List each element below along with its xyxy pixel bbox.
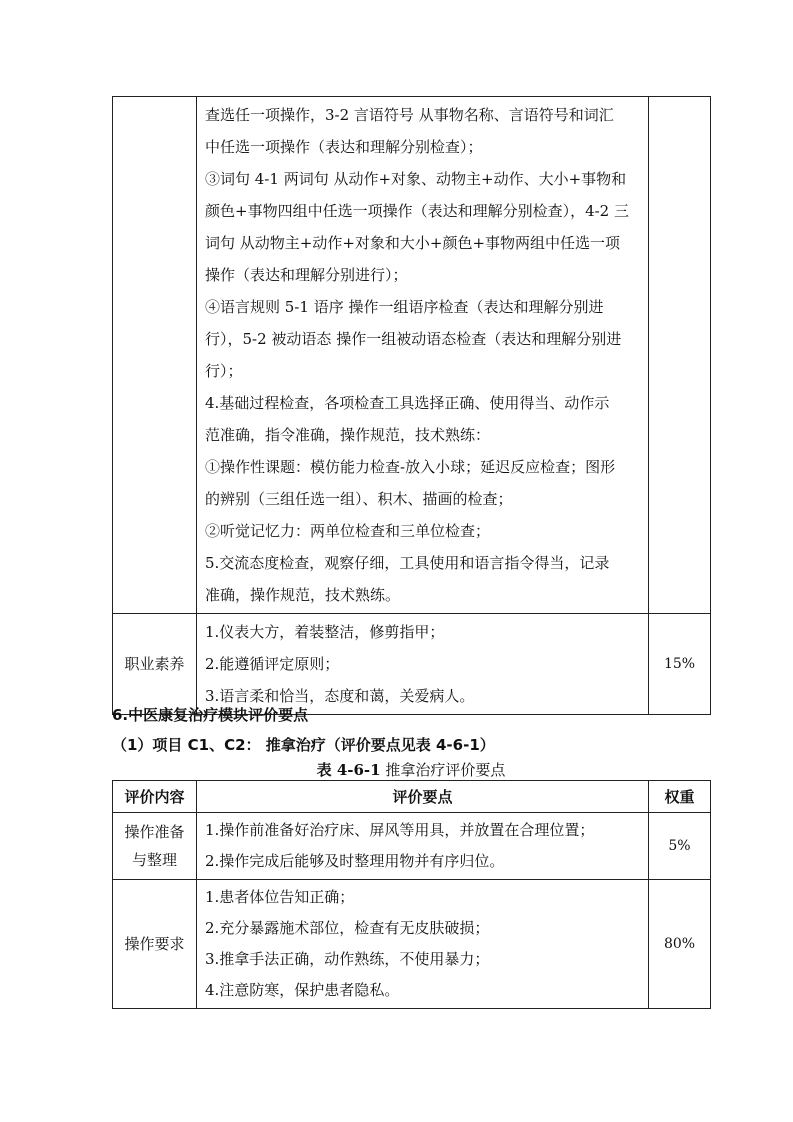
weight-cell bbox=[649, 97, 711, 614]
criteria-line: 准确，操作规范，技术熟练。 bbox=[205, 586, 401, 604]
category-cell bbox=[113, 97, 197, 614]
massage-evaluation-table bbox=[112, 780, 711, 1009]
category-cell bbox=[113, 880, 197, 1009]
criteria-line: 2.能遵循评定原则； bbox=[205, 655, 340, 673]
category-line: 与整理 bbox=[131, 851, 177, 869]
criteria-line: 颜色+事物四组中任选一项操作（表达和理解分别检查），4-2 三 bbox=[205, 202, 629, 220]
header-category: 评价内容 bbox=[113, 781, 197, 813]
table-row bbox=[113, 880, 711, 1009]
table-caption-label: 表 4-6-1 bbox=[316, 761, 381, 779]
criteria-line: 中任选一项操作（表达和理解分别检查）； bbox=[205, 138, 483, 156]
criteria-line: ①操作性课题：模仿能力检查-放入小球；延迟反应检查；图形 bbox=[205, 458, 616, 476]
category-line: 操作要求 bbox=[124, 935, 185, 953]
criteria-line: 操作（表达和理解分别进行）； bbox=[205, 266, 408, 284]
criteria-line: 5.交流态度检查，观察仔细，工具使用和语言指令得当，记录 bbox=[205, 554, 610, 572]
criteria-line: 4.基础过程检查，各项检查工具选择正确、使用得当、动作示 bbox=[205, 394, 610, 412]
category-cell bbox=[113, 813, 197, 880]
criteria-line: 1.患者体位告知正确； bbox=[205, 888, 355, 906]
criteria-line: 词句 从动物主+动作+对象和大小+颜色+事物两组中任选一项 bbox=[205, 234, 621, 252]
table-row bbox=[113, 614, 711, 715]
criteria-cell bbox=[197, 97, 649, 614]
section-title: 6.中医康复治疗模块评价要点 bbox=[112, 706, 309, 724]
criteria-line: ②听觉记忆力：两单位检查和三单位检查； bbox=[205, 522, 491, 540]
criteria-line: 行）； bbox=[205, 362, 243, 380]
table-header-row bbox=[113, 781, 711, 813]
header-criteria: 评价要点 bbox=[197, 781, 649, 813]
criteria-line: 查选任一项操作，3-2 言语符号 从事物名称、言语符号和词汇 bbox=[205, 106, 614, 124]
criteria-cell bbox=[197, 614, 649, 715]
criteria-line: 4.注意防寒，保护患者隐私。 bbox=[205, 981, 400, 999]
header-weight: 权重 bbox=[649, 781, 711, 813]
table-caption bbox=[112, 759, 710, 781]
criteria-cell bbox=[197, 813, 649, 880]
table-row bbox=[113, 97, 711, 614]
criteria-line: 1.仪表大方，着装整洁，修剪指甲； bbox=[205, 623, 445, 641]
criteria-line: 的辨别（三组任选一组）、积木、描画的检查； bbox=[205, 490, 513, 508]
criteria-cell bbox=[197, 880, 649, 1009]
criteria-line: ③词句 4-1 两词句 从动作+对象、动物主+动作、大小+事物和 bbox=[205, 170, 627, 188]
criteria-line: 2.充分暴露施术部位，检查有无皮肤破损； bbox=[205, 919, 490, 937]
weight-cell: 15% bbox=[649, 614, 711, 715]
criteria-line: 1.操作前准备好治疗床、屏风等用具，并放置在合理位置； bbox=[205, 821, 595, 839]
criteria-line: 行），5-2 被动语态 操作一组被动语态检查（表达和理解分别进 bbox=[205, 330, 622, 348]
weight-cell: 80% bbox=[649, 880, 711, 1009]
criteria-line: 3.推拿手法正确，动作熟练，不使用暴力； bbox=[205, 950, 490, 968]
criteria-line: 范准确，指令准确，操作规范，技术熟练： bbox=[205, 426, 491, 444]
category-line: 操作准备 bbox=[124, 823, 185, 841]
table-row bbox=[113, 813, 711, 880]
subsection-title: （1）项目 C1、C2： 推拿治疗（评价要点见表 4-6-1） bbox=[112, 736, 495, 754]
weight-cell: 5% bbox=[649, 813, 711, 880]
category-cell: 职业素养 bbox=[113, 614, 197, 715]
evaluation-table-continued bbox=[112, 96, 711, 715]
criteria-line: 2.操作完成后能够及时整理用物并有序归位。 bbox=[205, 852, 505, 870]
criteria-line: 3.语言柔和恰当，态度和蔼，关爱病人。 bbox=[205, 687, 475, 705]
table-caption-text: 推拿治疗评价要点 bbox=[380, 761, 506, 779]
criteria-line: ④语言规则 5-1 语序 操作一组语序检查（表达和理解分别进 bbox=[205, 298, 604, 316]
